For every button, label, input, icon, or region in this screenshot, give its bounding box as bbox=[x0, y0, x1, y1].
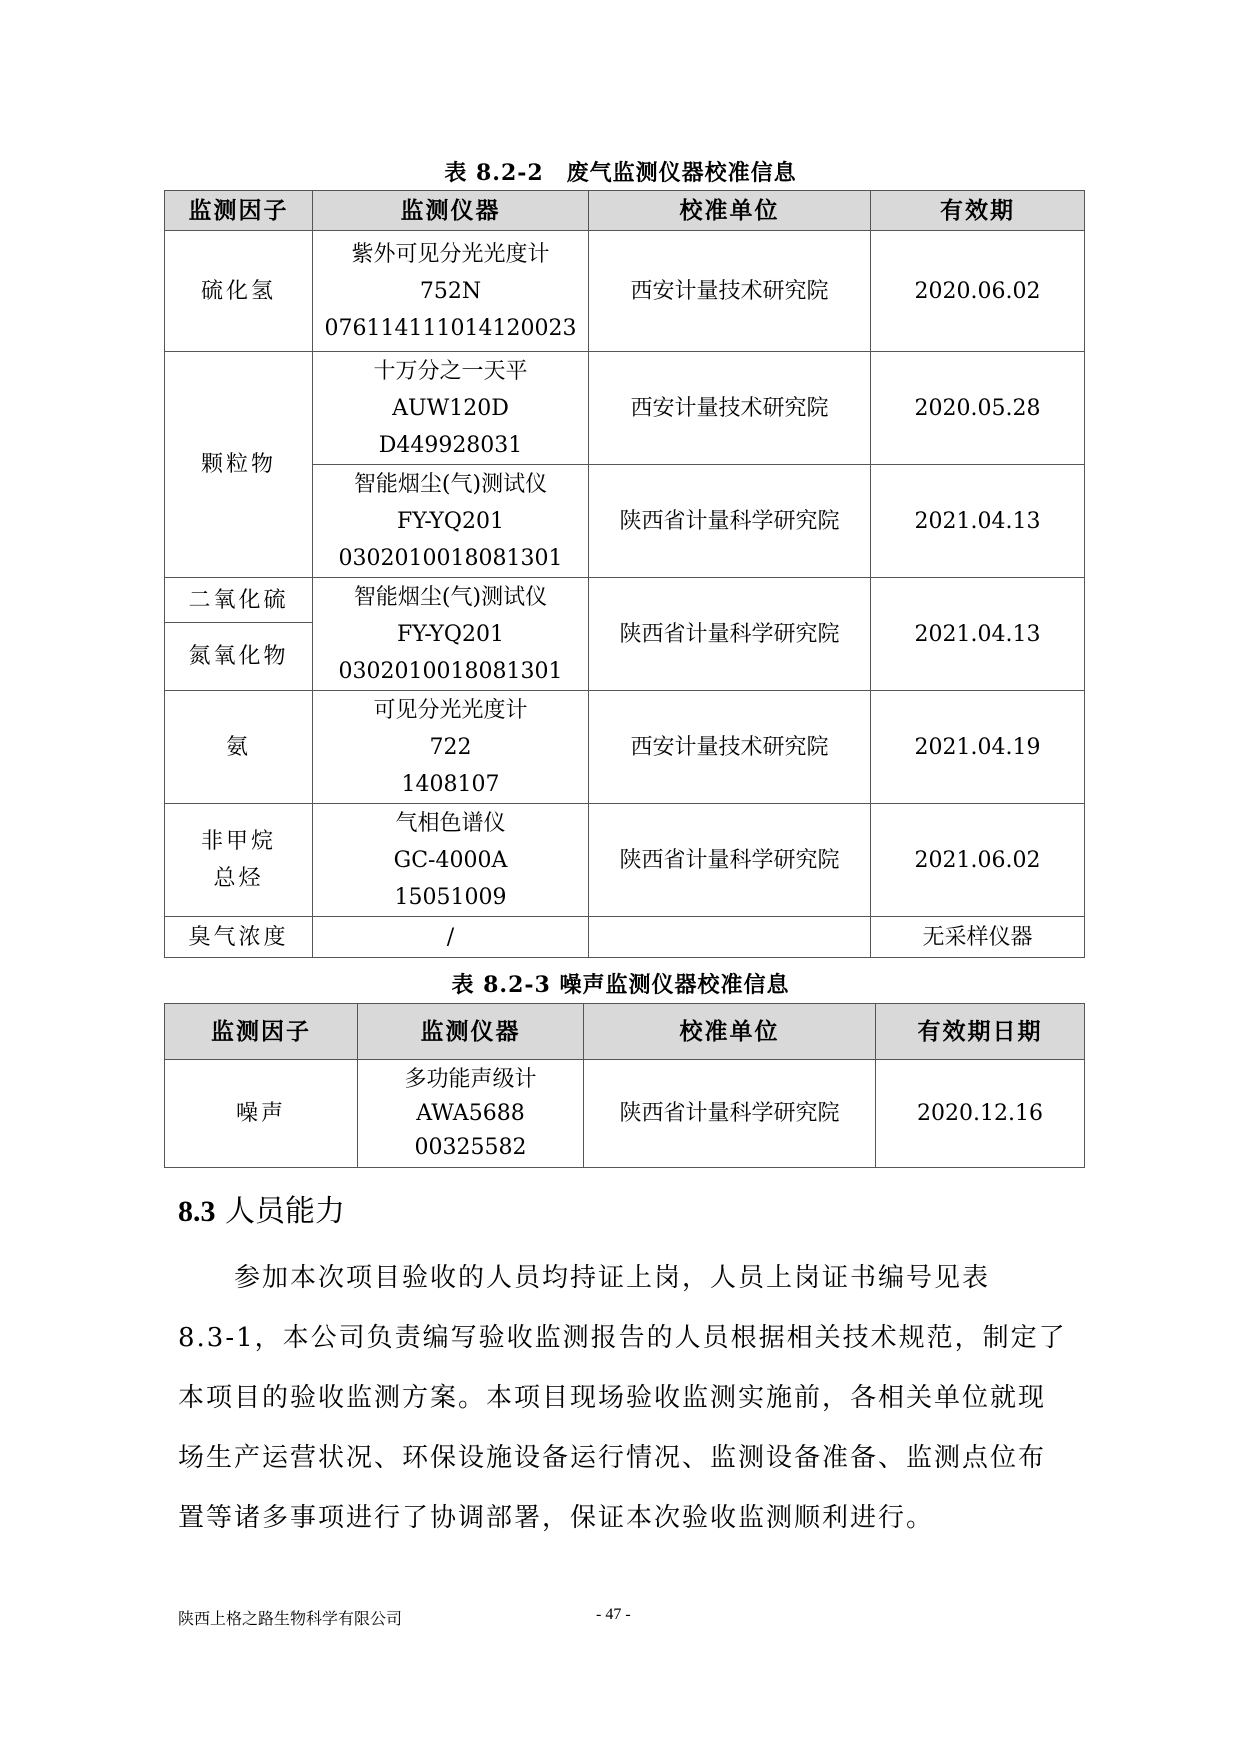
instrument-model: GC-4000A bbox=[393, 847, 508, 873]
instrument-serial: 00325582 bbox=[414, 1134, 527, 1160]
validity-cell: 2020.05.28 bbox=[871, 352, 1085, 465]
col-header-validity: 有效期 bbox=[871, 191, 1085, 231]
factor-cell bbox=[165, 804, 313, 917]
factor-line: 非甲烷 bbox=[200, 829, 276, 854]
unit-cell: 陕西省计量科学研究院 bbox=[589, 578, 871, 691]
instrument-name: 可见分光光度计 bbox=[373, 697, 528, 723]
table-header-row bbox=[165, 1004, 1085, 1060]
unit-cell: 西安计量技术研究院 bbox=[589, 352, 871, 465]
instrument-name: 智能烟尘(气)测试仪 bbox=[353, 584, 548, 610]
table-row bbox=[165, 691, 1085, 804]
unit-cell: 西安计量技术研究院 bbox=[589, 691, 871, 804]
paragraph-line: 场生产运营状况、环保设施设备运行情况、监测设备准备、监测点位布 bbox=[178, 1443, 1047, 1473]
instrument-model: 752N bbox=[419, 278, 482, 304]
page-number: - 47 - bbox=[596, 1606, 631, 1623]
validity-cell: 2021.04.13 bbox=[871, 465, 1085, 578]
col-header-factor: 监测因子 bbox=[165, 1004, 358, 1060]
section-number: 8.3 bbox=[178, 1195, 216, 1228]
table-row bbox=[165, 917, 1085, 958]
instrument-model: 722 bbox=[429, 734, 472, 760]
factor-cell: 二氧化硫 bbox=[165, 578, 313, 623]
instrument-cell bbox=[313, 804, 589, 917]
instrument-model: AWA5688 bbox=[416, 1100, 525, 1126]
table-caption-waste-gas: 表 8.2-2 废气监测仪器校准信息 bbox=[444, 160, 797, 186]
section-title: 人员能力 bbox=[225, 1194, 346, 1229]
factor-cell: 臭气浓度 bbox=[165, 917, 313, 958]
instrument-name: 气相色谱仪 bbox=[395, 810, 506, 836]
noise-calibration-table bbox=[164, 1003, 1085, 1168]
paragraph-line: 置等诸多事项进行了协调部署，保证本次验收监测顺利进行。 bbox=[178, 1503, 935, 1533]
unit-cell: 西安计量技术研究院 bbox=[589, 231, 871, 352]
validity-cell: 2021.06.02 bbox=[871, 804, 1085, 917]
instrument-model: FY-YQ201 bbox=[397, 508, 504, 534]
instrument-cell: / bbox=[313, 917, 589, 958]
factor-cell: 氮氧化物 bbox=[165, 623, 313, 691]
paragraph-line: 8.3-1，本公司负责编写验收监测报告的人员根据相关技术规范，制定了 bbox=[178, 1323, 1067, 1353]
instrument-serial: 076114111014120023 bbox=[324, 315, 577, 341]
table-row bbox=[165, 1060, 1085, 1168]
section-heading bbox=[178, 1186, 345, 1230]
instrument-cell bbox=[358, 1060, 584, 1168]
instrument-serial: D449928031 bbox=[378, 432, 523, 458]
validity-cell: 2021.04.13 bbox=[871, 578, 1085, 691]
instrument-model: AUW120D bbox=[392, 395, 509, 421]
instrument-name: 智能烟尘(气)测试仪 bbox=[353, 471, 548, 497]
instrument-name: 紫外可见分光光度计 bbox=[351, 241, 550, 267]
col-header-validity: 有效期日期 bbox=[876, 1004, 1085, 1060]
factor-cell: 氨 bbox=[165, 691, 313, 804]
instrument-cell bbox=[313, 578, 589, 691]
table-row bbox=[165, 352, 1085, 465]
instrument-cell bbox=[313, 352, 589, 465]
table-row bbox=[165, 231, 1085, 352]
factor-cell: 颗粒物 bbox=[165, 352, 313, 578]
col-header-unit: 校准单位 bbox=[589, 191, 871, 231]
table-header-row bbox=[165, 191, 1085, 231]
instrument-cell bbox=[313, 465, 589, 578]
instrument-name: 十万分之一天平 bbox=[373, 358, 528, 384]
validity-cell: 2020.12.16 bbox=[876, 1060, 1085, 1168]
validity-cell: 2021.04.19 bbox=[871, 691, 1085, 804]
footer-company: 陕西上格之路生物科学有限公司 bbox=[178, 1609, 403, 1628]
unit-cell: 陕西省计量科学研究院 bbox=[584, 1060, 876, 1168]
table-caption-noise: 表 8.2-3 噪声监测仪器校准信息 bbox=[451, 972, 790, 998]
instrument-serial: 15051009 bbox=[394, 884, 507, 910]
unit-cell: 陕西省计量科学研究院 bbox=[589, 804, 871, 917]
paragraph-line: 参加本次项目验收的人员均持证上岗，人员上岗证书编号见表 bbox=[178, 1263, 991, 1293]
unit-cell: 陕西省计量科学研究院 bbox=[589, 465, 871, 578]
paragraph-line: 本项目的验收监测方案。本项目现场验收监测实施前，各相关单位就现 bbox=[178, 1383, 1047, 1413]
col-header-unit: 校准单位 bbox=[584, 1004, 876, 1060]
instrument-cell bbox=[313, 691, 589, 804]
unit-cell bbox=[589, 917, 871, 958]
instrument-serial: 1408107 bbox=[401, 771, 500, 797]
instrument-model: FY-YQ201 bbox=[397, 621, 504, 647]
factor-line: 总烃 bbox=[213, 866, 264, 891]
instrument-name: 多功能声级计 bbox=[404, 1066, 537, 1092]
col-header-factor: 监测因子 bbox=[165, 191, 313, 231]
instrument-serial: 0302010018081301 bbox=[338, 658, 563, 684]
validity-cell: 2020.06.02 bbox=[871, 231, 1085, 352]
col-header-instrument: 监测仪器 bbox=[358, 1004, 584, 1060]
factor-cell: 硫化氢 bbox=[165, 231, 313, 352]
col-header-instrument: 监测仪器 bbox=[313, 191, 589, 231]
waste-gas-calibration-table bbox=[164, 190, 1085, 958]
table-row bbox=[165, 578, 1085, 623]
validity-cell: 无采样仪器 bbox=[871, 917, 1085, 958]
instrument-cell bbox=[313, 231, 589, 352]
instrument-serial: 0302010018081301 bbox=[338, 545, 563, 571]
table-row bbox=[165, 804, 1085, 917]
factor-cell: 噪声 bbox=[165, 1060, 358, 1168]
